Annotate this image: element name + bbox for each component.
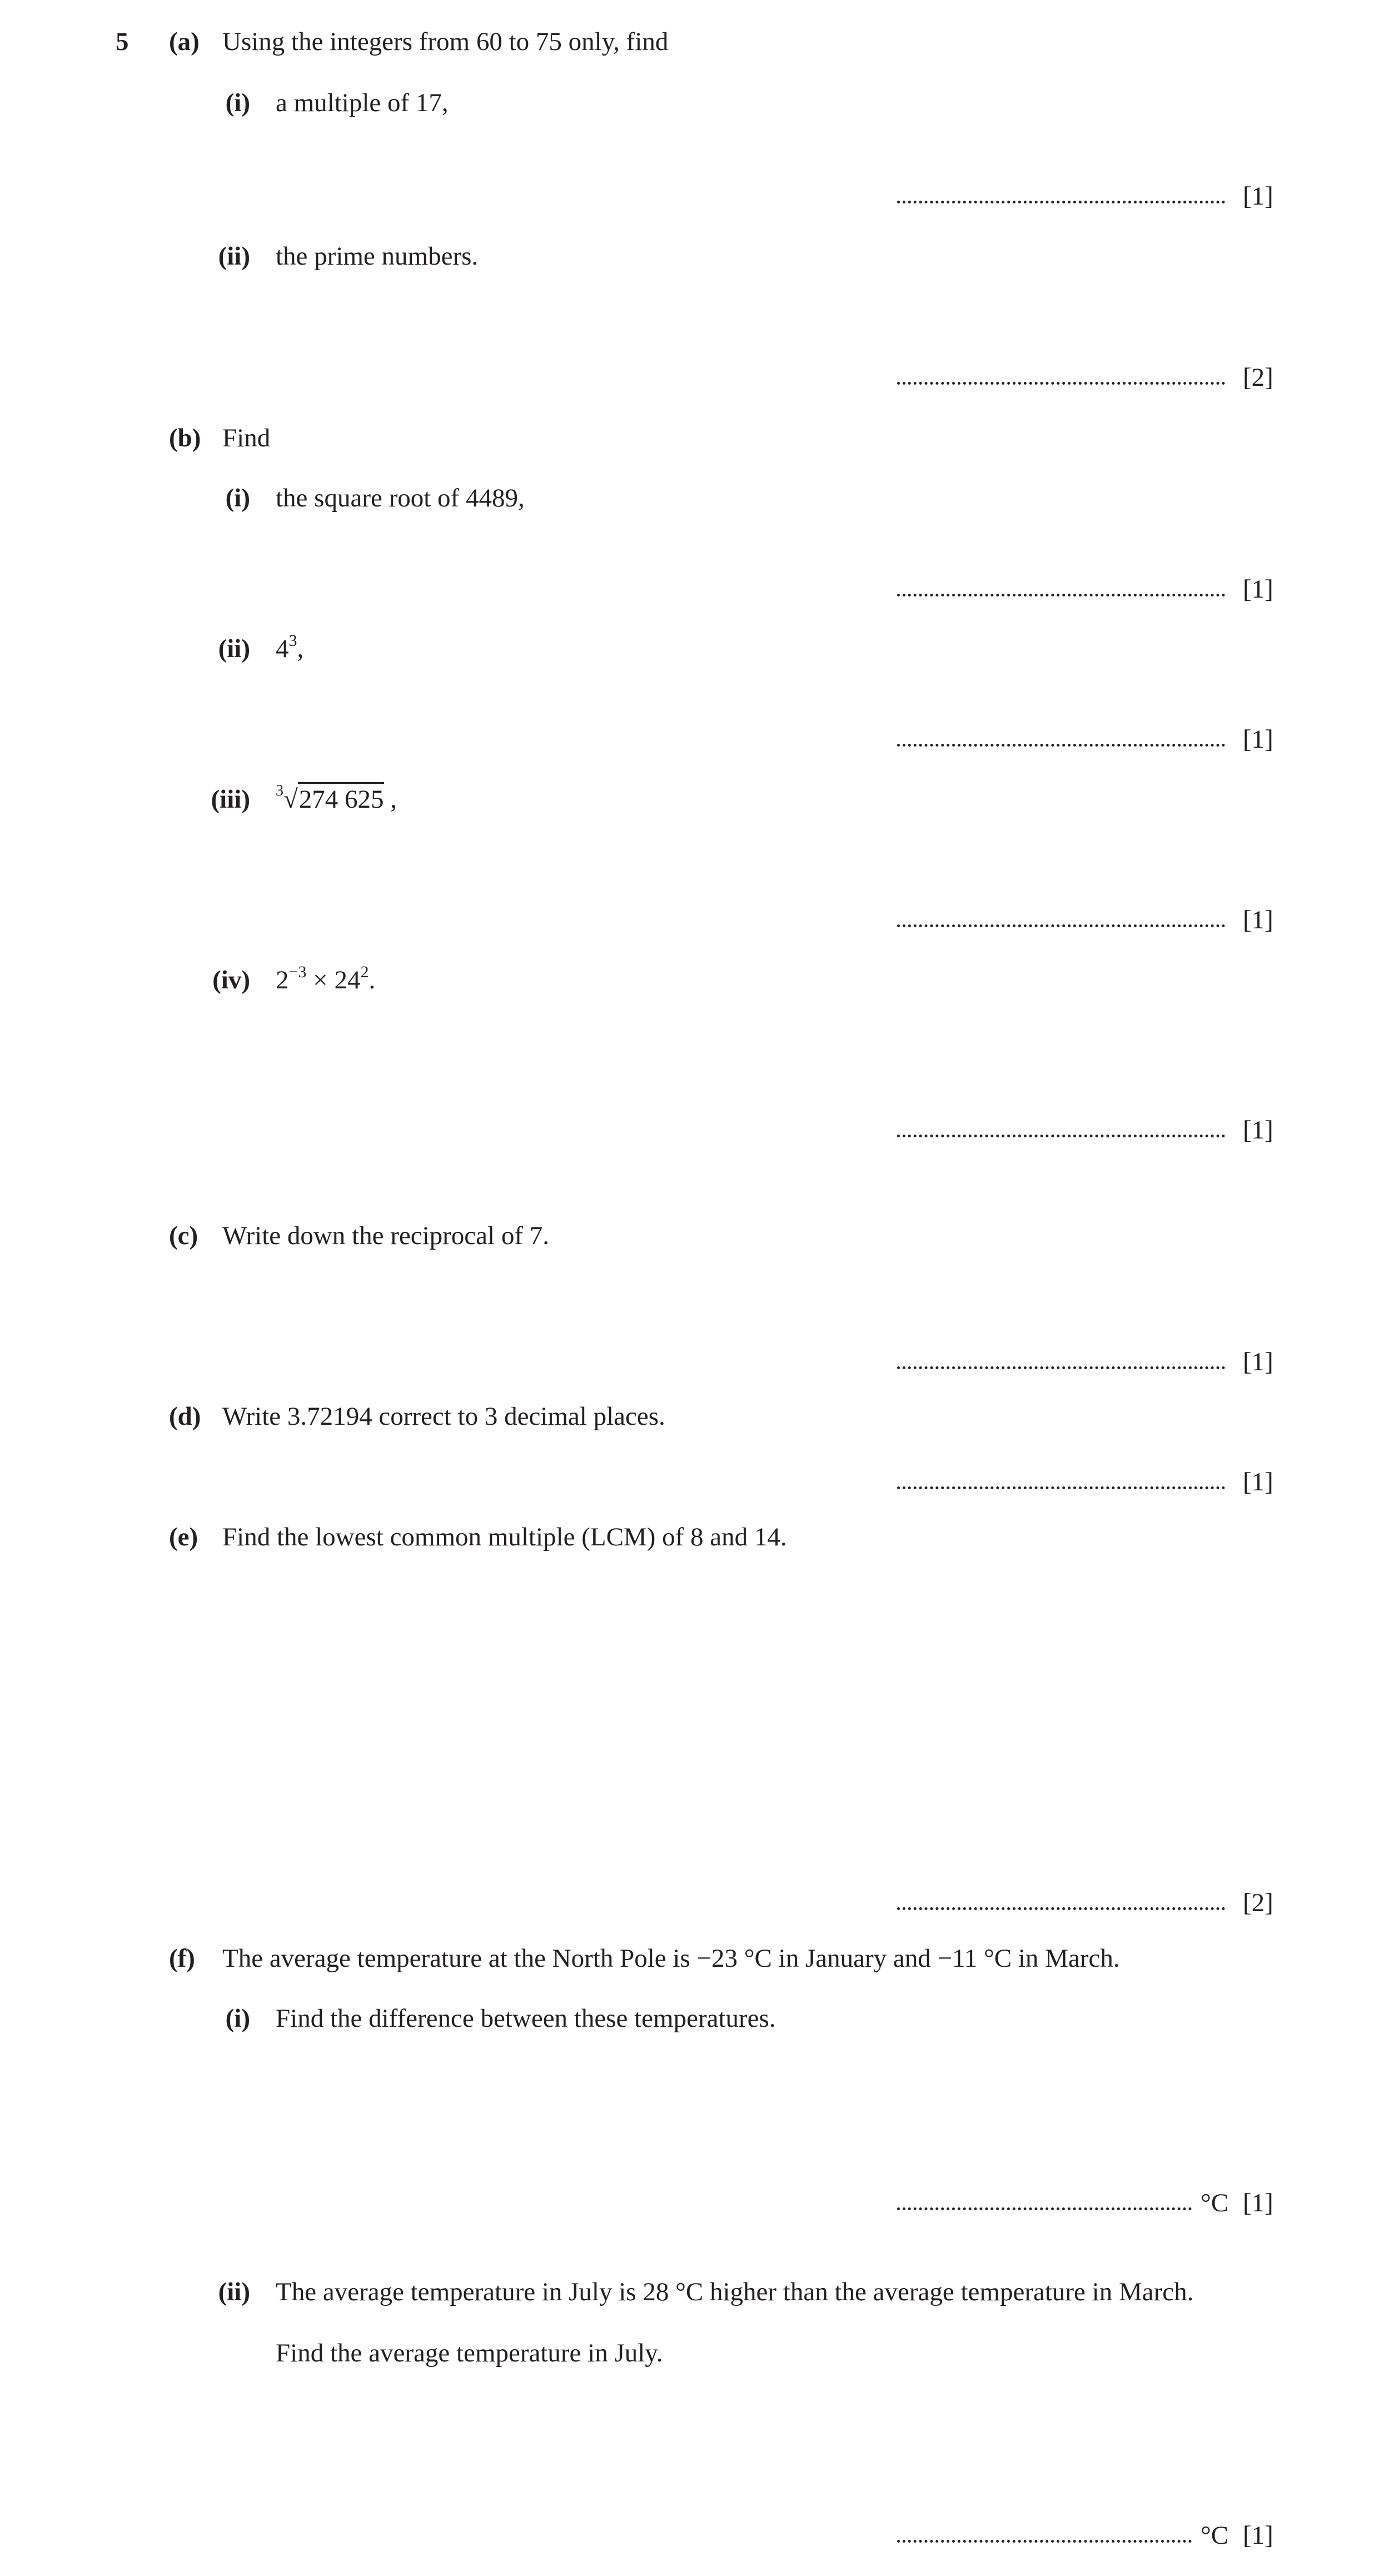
part-f-ii-text2: Find the average temperature in July. — [276, 2339, 663, 2368]
part-c-text: Write down the reciprocal of 7. — [222, 1221, 549, 1250]
unit-f-ii: °C — [1201, 2521, 1229, 2550]
part-b-iii-label: (iii) — [211, 785, 250, 814]
mark-b-ii: [1] — [1243, 725, 1273, 754]
part-b-ii-expression: $4^3$, — [276, 631, 304, 663]
part-b-text: Find — [222, 424, 271, 452]
part-b-ii-label: (ii) — [218, 634, 250, 663]
part-f-i-text: Find the difference between these temperatures. — [276, 2004, 776, 2033]
part-a-ii-text: the prime numbers. — [276, 242, 479, 271]
part-d-label: (d) — [169, 1402, 201, 1431]
part-a-i-label: (i) — [225, 88, 250, 117]
answer-line-f-i[interactable] — [897, 2190, 1228, 2216]
mark-a-i: [1] — [1243, 182, 1273, 211]
cube-root-symbol: $^3$√274 625 — [276, 782, 384, 814]
question-number: 5 — [116, 27, 129, 56]
part-b-iv-expression: $2^{-3} \times 24^2$. — [276, 963, 376, 994]
mark-b-i: [1] — [1243, 575, 1273, 604]
part-c-label: (c) — [169, 1221, 198, 1250]
mark-a-ii: [2] — [1243, 363, 1273, 392]
part-b-i-text: the square root of 4489, — [276, 484, 525, 513]
part-b-iii-expression: $^3$√274 625 , — [276, 782, 397, 814]
mark-d: [1] — [1243, 1468, 1273, 1496]
part-f-i-label: (i) — [225, 2004, 250, 2033]
part-a-ii-label: (ii) — [218, 242, 250, 271]
part-b-i-label: (i) — [225, 484, 250, 513]
part-f-label: (f) — [169, 1944, 195, 1973]
part-f-ii-text: The average temperature in July is 28 °C higher than the average temperature in March. — [276, 2277, 1194, 2306]
mark-c: [1] — [1243, 1347, 1273, 1376]
answer-line-b-ii[interactable] — [897, 727, 1225, 753]
answer-line-a-i[interactable] — [897, 183, 1225, 210]
part-d-text: Write 3.72194 correct to 3 decimal places. — [222, 1402, 665, 1431]
part-a-label: (a) — [169, 27, 200, 56]
part-e-label: (e) — [169, 1523, 198, 1551]
part-a-i-text: a multiple of 17, — [276, 88, 449, 117]
mark-e: [2] — [1243, 1888, 1273, 1917]
answer-line-f-ii[interactable] — [897, 2523, 1228, 2549]
mark-f-i: [1] — [1243, 2189, 1273, 2217]
part-f-ii-label: (ii) — [218, 2277, 250, 2306]
answer-line-b-i[interactable] — [897, 576, 1225, 603]
mark-b-iv: [1] — [1243, 1116, 1273, 1145]
part-e-text: Find the lowest common multiple (LCM) of 8 and 14. — [222, 1523, 787, 1551]
part-b-label: (b) — [169, 424, 201, 452]
part-b-iv-label: (iv) — [212, 966, 250, 994]
answer-line-b-iii[interactable] — [897, 907, 1225, 933]
part-a-text: Using the integers from 60 to 75 only, find — [222, 27, 669, 56]
mark-b-iii: [1] — [1243, 906, 1273, 934]
answer-line-e[interactable] — [897, 1890, 1225, 1916]
part-f-text: The average temperature at the North Pole is −23 °C in January and −11 °C in March. — [222, 1944, 1120, 1973]
answer-line-a-ii[interactable] — [897, 365, 1225, 391]
unit-f-i: °C — [1201, 2189, 1229, 2217]
mark-f-ii: [1] — [1243, 2521, 1273, 2550]
answer-line-b-iv[interactable] — [897, 1117, 1225, 1143]
answer-line-c[interactable] — [897, 1349, 1225, 1375]
answer-line-d[interactable] — [897, 1469, 1225, 1495]
